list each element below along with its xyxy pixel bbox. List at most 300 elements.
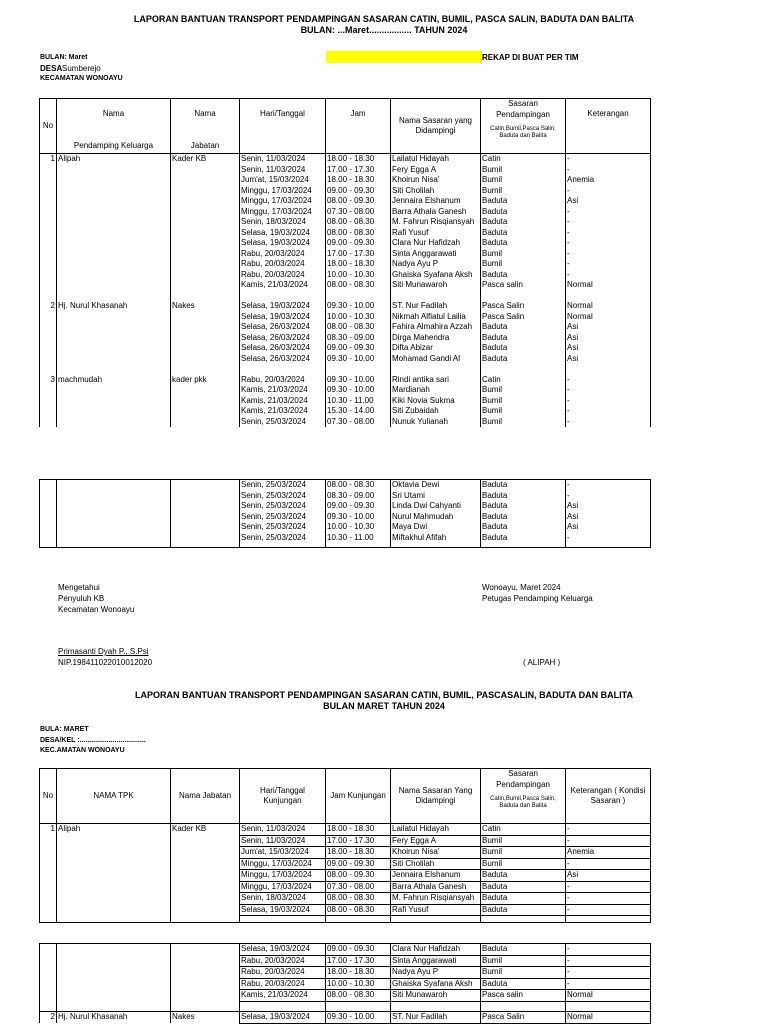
cell-jabatan bbox=[171, 870, 240, 882]
cell-sasaran: Fahira Almahira Azzah bbox=[391, 322, 481, 333]
cell-jam: 09.00 - 09.30 bbox=[326, 944, 391, 956]
sig-nip: NIP.198411022010012020 bbox=[58, 658, 153, 667]
table-row bbox=[40, 196, 651, 207]
cell-no bbox=[40, 343, 57, 354]
cell-jam: 08.30 - 09.00 bbox=[326, 333, 391, 344]
cell-jabatan bbox=[171, 881, 240, 893]
table-row bbox=[40, 343, 651, 354]
cell-jam: 17.00 - 17.30 bbox=[326, 835, 391, 847]
cell-jabatan bbox=[171, 406, 240, 417]
cell-keterangan: - bbox=[566, 417, 651, 428]
sig-place-date: Wonoayu, Maret 2024 bbox=[482, 583, 561, 592]
cell-hari bbox=[240, 364, 326, 375]
cell-no bbox=[40, 870, 57, 882]
table-row bbox=[40, 967, 651, 979]
cell-nama bbox=[57, 491, 171, 502]
cell-jabatan bbox=[171, 333, 240, 344]
cell-hari: Rabu, 20/03/2024 bbox=[240, 978, 326, 990]
cell-keterangan: Asi bbox=[566, 870, 651, 882]
cell-no bbox=[40, 978, 57, 990]
cell-no bbox=[40, 270, 57, 281]
cell-no bbox=[40, 858, 57, 870]
cell-pendampingan: Bumil bbox=[481, 406, 566, 417]
table-row bbox=[40, 154, 651, 165]
cell-pendampingan: Bumil bbox=[481, 165, 566, 176]
cell-jam: 09.00 - 09.30 bbox=[326, 343, 391, 354]
empty-cell bbox=[57, 916, 171, 923]
cell-keterangan: - bbox=[566, 893, 651, 905]
table-row bbox=[40, 406, 651, 417]
table-row bbox=[40, 501, 651, 512]
cell-nama bbox=[57, 978, 171, 990]
cell-keterangan: - bbox=[566, 385, 651, 396]
cell-keterangan: - bbox=[566, 165, 651, 176]
table-row bbox=[40, 824, 651, 836]
cell-pendampingan: Pasca salin bbox=[481, 990, 566, 1002]
cell-jam: 18.00 - 18.30 bbox=[326, 847, 391, 859]
cell-no bbox=[40, 291, 57, 302]
cell-jam: 17.00 - 17.30 bbox=[326, 955, 391, 967]
doc1-rekap: REKAP DI BUAT PER TIM bbox=[482, 53, 579, 62]
cell-sasaran: Clara Nur Hafidzah bbox=[391, 944, 481, 956]
cell-hari: Kamis, 21/03/2024 bbox=[240, 385, 326, 396]
cell-keterangan: - bbox=[566, 186, 651, 197]
cell-keterangan: Anemia bbox=[566, 847, 651, 859]
cell-hari: Rabu, 20/03/2024 bbox=[240, 270, 326, 281]
cell-pendampingan: Pasca Salin bbox=[481, 312, 566, 323]
cell-pendampingan: Catin bbox=[481, 375, 566, 386]
cell-pendampingan: Baduta bbox=[481, 207, 566, 218]
table-row bbox=[40, 375, 651, 386]
cell-pendampingan bbox=[481, 1001, 566, 1012]
cell-pendampingan: Bumil bbox=[481, 186, 566, 197]
cell-no: 1 bbox=[40, 824, 57, 836]
cell-sasaran: Dirga Mahendra bbox=[391, 333, 481, 344]
cell-jam: 08.00 - 09.30 bbox=[326, 870, 391, 882]
cell-keterangan: Normal bbox=[566, 280, 651, 291]
cell-sasaran: Rindi antika sari bbox=[391, 375, 481, 386]
header-hari: Hari/Tanggal Kunjungan bbox=[240, 769, 326, 824]
table-row bbox=[40, 280, 651, 291]
cell-nama bbox=[57, 406, 171, 417]
cell-jabatan bbox=[171, 858, 240, 870]
cell-sasaran: Linda Dwi Cahyanti bbox=[391, 501, 481, 512]
cell-no bbox=[40, 312, 57, 323]
cell-hari: Senin, 25/03/2024 bbox=[240, 491, 326, 502]
cell-nama bbox=[57, 396, 171, 407]
cell-jabatan bbox=[171, 175, 240, 186]
cell-jabatan bbox=[171, 291, 240, 302]
cell-sasaran: Sinta Anggarawati bbox=[391, 249, 481, 260]
cell-jam: 09.30 - 10.00 bbox=[326, 301, 391, 312]
cell-hari: Rabu, 20/03/2024 bbox=[240, 967, 326, 979]
cell-pendampingan: Baduta bbox=[481, 512, 566, 523]
cell-pendampingan: Baduta bbox=[481, 501, 566, 512]
cell-pendampingan: Baduta bbox=[481, 944, 566, 956]
table-row bbox=[40, 978, 651, 990]
cell-jabatan bbox=[171, 196, 240, 207]
cell-sasaran: Nurul Mahmudah bbox=[391, 512, 481, 523]
table-row bbox=[40, 522, 651, 533]
cell-jabatan: Kader KB bbox=[171, 154, 240, 165]
cell-pendampingan: Bumil bbox=[481, 847, 566, 859]
cell-nama: Hj. Nurul Khasanah bbox=[57, 1012, 171, 1024]
cell-keterangan: Asi bbox=[566, 333, 651, 344]
cell-jam bbox=[326, 291, 391, 302]
doc2-subtitle: BULAN MARET TAHUN 2024 bbox=[323, 701, 445, 711]
cell-sasaran: ST. Nur Fadilah bbox=[391, 1012, 481, 1024]
cell-jabatan bbox=[171, 238, 240, 249]
cell-nama bbox=[57, 870, 171, 882]
header-keterangan: Keterangan ( Kondisi Sasaran ) bbox=[566, 769, 651, 824]
empty-cell bbox=[240, 916, 326, 923]
cell-jam: 10.00 - 10.30 bbox=[326, 978, 391, 990]
cell-nama bbox=[57, 1001, 171, 1012]
header-no: No bbox=[40, 769, 57, 824]
cell-jabatan bbox=[171, 207, 240, 218]
cell-jam: 08.00 - 09.30 bbox=[326, 196, 391, 207]
cell-jabatan bbox=[171, 533, 240, 544]
cell-nama bbox=[57, 990, 171, 1002]
cell-no bbox=[40, 881, 57, 893]
cell-nama bbox=[57, 835, 171, 847]
cell-keterangan: - bbox=[566, 238, 651, 249]
cell-sasaran: Mohamad Gandi Al bbox=[391, 354, 481, 365]
table-row bbox=[40, 385, 651, 396]
cell-hari: Jum'at, 15/03/2024 bbox=[240, 175, 326, 186]
cell-nama bbox=[57, 249, 171, 260]
cell-hari: Senin, 25/03/2024 bbox=[240, 533, 326, 544]
cell-no bbox=[40, 217, 57, 228]
table-row bbox=[40, 881, 651, 893]
cell-no bbox=[40, 501, 57, 512]
table-row bbox=[40, 480, 651, 491]
table-row bbox=[40, 333, 651, 344]
cell-nama bbox=[57, 207, 171, 218]
cell-sasaran: Oktavia Dewi bbox=[391, 480, 481, 491]
cell-no bbox=[40, 196, 57, 207]
cell-sasaran: Sri Utami bbox=[391, 491, 481, 502]
cell-sasaran: Mardianah bbox=[391, 385, 481, 396]
cell-jabatan bbox=[171, 259, 240, 270]
cell-keterangan: - bbox=[566, 904, 651, 916]
doc1-table bbox=[39, 98, 651, 427]
cell-nama bbox=[57, 259, 171, 270]
cell-sasaran: Fery Egga A bbox=[391, 165, 481, 176]
cell-no bbox=[40, 835, 57, 847]
cell-nama bbox=[57, 364, 171, 375]
cell-jabatan bbox=[171, 280, 240, 291]
cell-hari: Minggu, 17/03/2024 bbox=[240, 196, 326, 207]
table-row bbox=[40, 847, 651, 859]
table-row bbox=[40, 1001, 651, 1012]
cell-keterangan: - bbox=[566, 406, 651, 417]
cell-jam: 09.30 - 10.00 bbox=[326, 354, 391, 365]
cell-hari: Senin, 25/03/2024 bbox=[240, 501, 326, 512]
cell-no bbox=[40, 512, 57, 523]
cell-no bbox=[40, 385, 57, 396]
cell-sasaran: Siti Zubaidah bbox=[391, 406, 481, 417]
cell-pendampingan: Catin bbox=[481, 824, 566, 836]
cell-no bbox=[40, 417, 57, 428]
table-row bbox=[40, 217, 651, 228]
table-row bbox=[40, 207, 651, 218]
cell-jam bbox=[326, 364, 391, 375]
cell-jabatan bbox=[171, 944, 240, 956]
sig-kecamatan: Kecamatan Wonoayu bbox=[58, 605, 135, 614]
cell-nama bbox=[57, 217, 171, 228]
cell-keterangan: - bbox=[566, 396, 651, 407]
table-row bbox=[40, 249, 651, 260]
cell-nama: Alipah bbox=[57, 824, 171, 836]
cell-pendampingan: Baduta bbox=[481, 870, 566, 882]
cell-keterangan bbox=[566, 364, 651, 375]
cell-jabatan bbox=[171, 354, 240, 365]
cell-jam: 17.00 - 17.30 bbox=[326, 249, 391, 260]
cell-hari: Senin, 11/03/2024 bbox=[240, 154, 326, 165]
table-row bbox=[40, 512, 651, 523]
cell-sasaran: Miftakhul Afifah bbox=[391, 533, 481, 544]
empty-cell bbox=[57, 543, 171, 548]
cell-nama bbox=[57, 847, 171, 859]
header-nama-tpk: NAMA TPK bbox=[57, 769, 171, 824]
cell-jam: 08.00 - 08.30 bbox=[326, 217, 391, 228]
table-row bbox=[40, 238, 651, 249]
cell-pendampingan: Baduta bbox=[481, 217, 566, 228]
cell-jam: 08.00 - 08.30 bbox=[326, 990, 391, 1002]
cell-jabatan bbox=[171, 217, 240, 228]
cell-jabatan bbox=[171, 385, 240, 396]
cell-jam: 09.30 - 10.00 bbox=[326, 375, 391, 386]
cell-sasaran: Clara Nur Hafidzah bbox=[391, 238, 481, 249]
table-row bbox=[40, 396, 651, 407]
cell-keterangan: - bbox=[566, 207, 651, 218]
cell-pendampingan: Pasca salin bbox=[481, 280, 566, 291]
cell-nama bbox=[57, 333, 171, 344]
cell-pendampingan: Baduta bbox=[481, 978, 566, 990]
cell-hari: Senin, 11/03/2024 bbox=[240, 835, 326, 847]
cell-jam: 07.30 - 08.00 bbox=[326, 207, 391, 218]
cell-pendampingan: Baduta bbox=[481, 522, 566, 533]
cell-sasaran: Siti Munawaroh bbox=[391, 280, 481, 291]
table-row bbox=[40, 835, 651, 847]
cell-pendampingan: Bumil bbox=[481, 396, 566, 407]
cell-nama bbox=[57, 196, 171, 207]
cell-jam: 08.00 - 08.30 bbox=[326, 228, 391, 239]
cell-hari bbox=[240, 291, 326, 302]
empty-cell bbox=[326, 543, 391, 548]
table-row bbox=[40, 186, 651, 197]
cell-jabatan bbox=[171, 322, 240, 333]
cell-jabatan bbox=[171, 990, 240, 1002]
cell-jabatan bbox=[171, 904, 240, 916]
cell-hari: Rabu, 20/03/2024 bbox=[240, 375, 326, 386]
cell-no bbox=[40, 944, 57, 956]
cell-keterangan: - bbox=[566, 491, 651, 502]
cell-keterangan: - bbox=[566, 249, 651, 260]
cell-keterangan: Asi bbox=[566, 501, 651, 512]
cell-jam: 10.00 - 10.30 bbox=[326, 270, 391, 281]
empty-cell bbox=[481, 916, 566, 923]
header-keterangan: Keterangan bbox=[566, 99, 651, 154]
cell-no bbox=[40, 249, 57, 260]
cell-no: 3 bbox=[40, 375, 57, 386]
cell-jabatan: Nakes bbox=[171, 301, 240, 312]
empty-cell bbox=[326, 916, 391, 923]
cell-jam: 10.30 - 11.00 bbox=[326, 533, 391, 544]
header-jam: Jam bbox=[326, 99, 391, 154]
cell-keterangan: - bbox=[566, 259, 651, 270]
cell-jam: 10.00 - 10.30 bbox=[326, 522, 391, 533]
cell-jabatan bbox=[171, 967, 240, 979]
cell-jam: 18.00 - 18.30 bbox=[326, 154, 391, 165]
cell-no bbox=[40, 396, 57, 407]
cell-jam: 09.30 - 10.00 bbox=[326, 512, 391, 523]
empty-cell bbox=[566, 916, 651, 923]
cell-hari: Senin, 18/03/2024 bbox=[240, 217, 326, 228]
cell-pendampingan: Bumil bbox=[481, 858, 566, 870]
cell-nama bbox=[57, 480, 171, 491]
cell-hari: Selasa, 19/03/2024 bbox=[240, 312, 326, 323]
table-row bbox=[40, 916, 651, 923]
cell-hari: Kamis, 21/03/2024 bbox=[240, 990, 326, 1002]
cell-no bbox=[40, 175, 57, 186]
cell-sasaran: Lailatul Hidayah bbox=[391, 824, 481, 836]
cell-pendampingan: Baduta bbox=[481, 893, 566, 905]
cell-sasaran: Nikmah Alfiatul Lailia bbox=[391, 312, 481, 323]
cell-pendampingan: Bumil bbox=[481, 955, 566, 967]
cell-jabatan bbox=[171, 491, 240, 502]
cell-keterangan: - bbox=[566, 824, 651, 836]
cell-jam: 08.00 - 08.30 bbox=[326, 280, 391, 291]
cell-keterangan: Asi bbox=[566, 512, 651, 523]
cell-keterangan: Normal bbox=[566, 990, 651, 1002]
cell-jam: 09.00 - 09.30 bbox=[326, 186, 391, 197]
cell-sasaran bbox=[391, 291, 481, 302]
empty-cell bbox=[171, 543, 240, 548]
cell-sasaran: ST. Nur Fadilah bbox=[391, 301, 481, 312]
cell-jam: 18.00 - 18.30 bbox=[326, 259, 391, 270]
cell-hari: Selasa, 26/03/2024 bbox=[240, 322, 326, 333]
cell-sasaran: Nunuk Yulianah bbox=[391, 417, 481, 428]
cell-keterangan: Normal bbox=[566, 312, 651, 323]
cell-jabatan bbox=[171, 165, 240, 176]
cell-keterangan bbox=[566, 291, 651, 302]
empty-cell bbox=[171, 916, 240, 923]
cell-jabatan bbox=[171, 522, 240, 533]
cell-jabatan bbox=[171, 512, 240, 523]
cell-jabatan bbox=[171, 893, 240, 905]
cell-hari: Selasa, 26/03/2024 bbox=[240, 333, 326, 344]
cell-no bbox=[40, 186, 57, 197]
cell-no bbox=[40, 480, 57, 491]
cell-no bbox=[40, 967, 57, 979]
cell-no bbox=[40, 165, 57, 176]
cell-sasaran: Difta Abizar bbox=[391, 343, 481, 354]
cell-hari: Minggu, 17/03/2024 bbox=[240, 207, 326, 218]
cell-sasaran: Rafi Yusuf bbox=[391, 228, 481, 239]
cell-pendampingan: Bumil bbox=[481, 417, 566, 428]
cell-hari: Rabu, 20/03/2024 bbox=[240, 955, 326, 967]
cell-nama bbox=[57, 354, 171, 365]
cell-hari: Senin, 11/03/2024 bbox=[240, 824, 326, 836]
cell-nama bbox=[57, 967, 171, 979]
cell-nama bbox=[57, 238, 171, 249]
cell-no bbox=[40, 533, 57, 544]
doc2-desa: DESA/KEL :.................................. bbox=[40, 737, 146, 744]
cell-jabatan bbox=[171, 249, 240, 260]
cell-sasaran: Siti Munawaroh bbox=[391, 990, 481, 1002]
header-jabatan: Nama Jabatan bbox=[171, 769, 240, 824]
empty-cell bbox=[566, 543, 651, 548]
cell-pendampingan: Baduta bbox=[481, 322, 566, 333]
cell-hari: Selasa, 26/03/2024 bbox=[240, 343, 326, 354]
cell-sasaran: Sinta Anggarawati bbox=[391, 955, 481, 967]
cell-sasaran: Khoirun Nisa' bbox=[391, 175, 481, 186]
header-jam: Jam Kunjungan bbox=[326, 769, 391, 824]
cell-jam: 07.30 - 08.00 bbox=[326, 417, 391, 428]
cell-no bbox=[40, 228, 57, 239]
cell-pendampingan: Baduta bbox=[481, 228, 566, 239]
cell-no bbox=[40, 259, 57, 270]
table-row bbox=[40, 955, 651, 967]
cell-pendampingan: Pasca Salin bbox=[481, 301, 566, 312]
cell-no bbox=[40, 1001, 57, 1012]
cell-sasaran bbox=[391, 364, 481, 375]
cell-hari: Selasa, 19/03/2024 bbox=[240, 944, 326, 956]
cell-keterangan: - bbox=[566, 228, 651, 239]
cell-no bbox=[40, 406, 57, 417]
cell-pendampingan: Bumil bbox=[481, 259, 566, 270]
cell-hari: Kamis, 21/03/2024 bbox=[240, 406, 326, 417]
cell-jam bbox=[326, 1001, 391, 1012]
doc2-table-cont bbox=[39, 943, 651, 1024]
cell-hari: Selasa, 19/03/2024 bbox=[240, 904, 326, 916]
header-hari: Hari/Tanggal bbox=[240, 99, 326, 154]
cell-hari: Selasa, 19/03/2024 bbox=[240, 228, 326, 239]
cell-nama bbox=[57, 944, 171, 956]
cell-jabatan bbox=[171, 480, 240, 491]
cell-sasaran bbox=[391, 1001, 481, 1012]
doc1-desa-label: DESA bbox=[40, 64, 63, 73]
cell-nama bbox=[57, 186, 171, 197]
cell-jam: 07.30 - 08.00 bbox=[326, 881, 391, 893]
cell-hari: Minggu, 17/03/2024 bbox=[240, 858, 326, 870]
cell-no bbox=[40, 238, 57, 249]
cell-sasaran: Fery Egga A bbox=[391, 835, 481, 847]
cell-sasaran: Siti Cholilah bbox=[391, 186, 481, 197]
cell-nama: Alipah bbox=[57, 154, 171, 165]
cell-jam: 08.00 - 08.30 bbox=[326, 904, 391, 916]
cell-jam: 09.30 - 10.00 bbox=[326, 1012, 391, 1024]
sig-petugas: Petugas Pendamping Keluarga bbox=[482, 594, 593, 603]
cell-no: 2 bbox=[40, 1012, 57, 1024]
cell-keterangan: Normal bbox=[566, 301, 651, 312]
cell-no bbox=[40, 955, 57, 967]
header-pendampingan: Sasaran Pendampingan Catin,Bumil,Pasca Salin, Baduta dan Balita bbox=[481, 769, 566, 824]
cell-pendampingan: Baduta bbox=[481, 238, 566, 249]
cell-nama bbox=[57, 512, 171, 523]
cell-jam: 09.00 - 09.30 bbox=[326, 238, 391, 249]
cell-nama bbox=[57, 175, 171, 186]
cell-jabatan: Kader KB bbox=[171, 824, 240, 836]
cell-nama bbox=[57, 501, 171, 512]
cell-pendampingan bbox=[481, 291, 566, 302]
cell-pendampingan: Baduta bbox=[481, 343, 566, 354]
cell-no bbox=[40, 322, 57, 333]
cell-nama bbox=[57, 904, 171, 916]
cell-keterangan: - bbox=[566, 944, 651, 956]
